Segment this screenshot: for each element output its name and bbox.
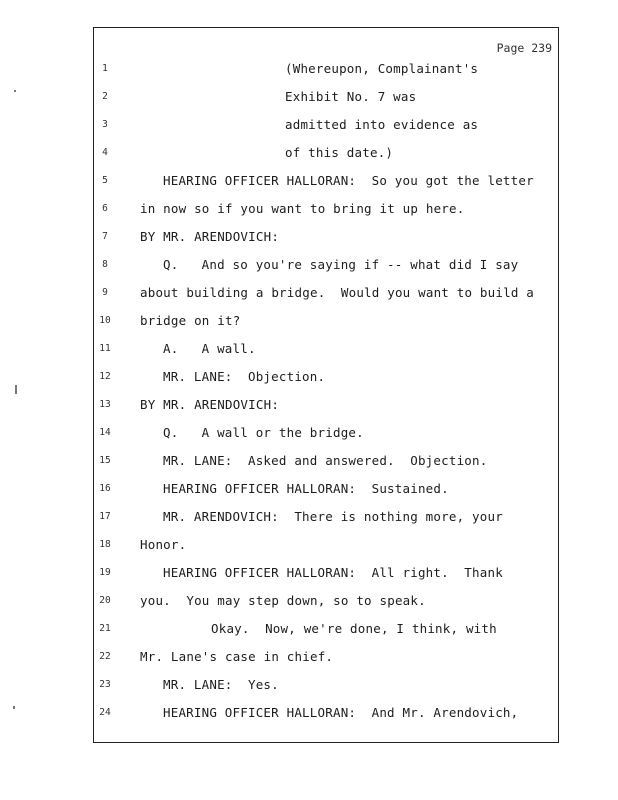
scan-mark — [13, 706, 15, 709]
line-text: Q. And so you're saying if -- what did I say — [163, 257, 519, 272]
transcript-line — [0, 313, 618, 333]
transcript-line — [0, 565, 618, 585]
line-text: bridge on it? — [140, 313, 241, 328]
line-number: 4 — [102, 147, 108, 158]
line-text: MR. ARENDOVICH: There is nothing more, your — [163, 509, 503, 524]
scan-mark — [14, 90, 16, 92]
scan-mark — [15, 385, 17, 394]
line-number: 6 — [102, 203, 108, 214]
line-text: HEARING OFFICER HALLORAN: All right. Thank — [163, 565, 503, 580]
line-text: HEARING OFFICER HALLORAN: And Mr. Arendovich, — [163, 705, 519, 720]
line-number: 21 — [99, 623, 111, 634]
page-number: Page 239 — [496, 41, 552, 55]
line-number: 17 — [99, 511, 111, 522]
transcript-line — [0, 397, 618, 417]
line-number: 3 — [102, 119, 108, 130]
line-number: 8 — [102, 259, 108, 270]
line-number: 9 — [102, 287, 108, 298]
line-number: 18 — [99, 539, 111, 550]
line-text: Okay. Now, we're done, I think, with — [211, 621, 497, 636]
line-number: 15 — [99, 455, 111, 466]
line-number: 11 — [99, 343, 111, 354]
line-text: in now so if you want to bring it up here. — [140, 201, 465, 216]
line-number: 16 — [99, 483, 111, 494]
transcript-line — [0, 229, 618, 249]
line-number: 20 — [99, 595, 111, 606]
transcript-line — [0, 509, 618, 529]
line-text: (Whereupon, Complainant's — [285, 61, 479, 76]
transcript-line — [0, 89, 618, 109]
line-text: MR. LANE: Asked and answered. Objection. — [163, 453, 488, 468]
line-text: MR. LANE: Objection. — [163, 369, 326, 384]
line-text: admitted into evidence as — [285, 117, 479, 132]
line-text: HEARING OFFICER HALLORAN: So you got the letter — [163, 173, 534, 188]
transcript-line — [0, 705, 618, 725]
transcript-line — [0, 369, 618, 389]
line-text: of this date.) — [285, 145, 394, 160]
line-text: HEARING OFFICER HALLORAN: Sustained. — [163, 481, 449, 496]
line-text: BY MR. ARENDOVICH: — [140, 229, 280, 244]
line-number: 12 — [99, 371, 111, 382]
transcript-line — [0, 201, 618, 221]
line-number: 10 — [99, 315, 111, 326]
line-text: A. A wall. — [163, 341, 256, 356]
transcript-line — [0, 677, 618, 697]
transcript-line — [0, 117, 618, 137]
transcript-line — [0, 145, 618, 165]
transcript-line — [0, 61, 618, 81]
transcript-line — [0, 481, 618, 501]
transcript-line — [0, 173, 618, 193]
transcript-line — [0, 341, 618, 361]
line-number: 13 — [99, 399, 111, 410]
line-text: Mr. Lane's case in chief. — [140, 649, 334, 664]
line-number: 5 — [102, 175, 108, 186]
line-text: about building a bridge. Would you want to build a — [140, 285, 535, 300]
line-text: Exhibit No. 7 was — [285, 89, 417, 104]
line-number: 22 — [99, 651, 111, 662]
line-text: BY MR. ARENDOVICH: — [140, 397, 280, 412]
line-number: 2 — [102, 91, 108, 102]
transcript-line — [0, 593, 618, 613]
transcript-line — [0, 621, 618, 641]
transcript-line — [0, 649, 618, 669]
line-number: 19 — [99, 567, 111, 578]
transcript-line — [0, 453, 618, 473]
line-text: you. You may step down, so to speak. — [140, 593, 426, 608]
transcript-line — [0, 257, 618, 277]
line-number: 24 — [99, 707, 111, 718]
transcript-line — [0, 285, 618, 305]
line-number: 23 — [99, 679, 111, 690]
line-text: MR. LANE: Yes. — [163, 677, 279, 692]
line-text: Honor. — [140, 537, 187, 552]
transcript-line — [0, 537, 618, 557]
line-text: Q. A wall or the bridge. — [163, 425, 364, 440]
transcript-line — [0, 425, 618, 445]
line-number: 1 — [102, 63, 108, 74]
line-number: 14 — [99, 427, 111, 438]
line-number: 7 — [102, 231, 108, 242]
